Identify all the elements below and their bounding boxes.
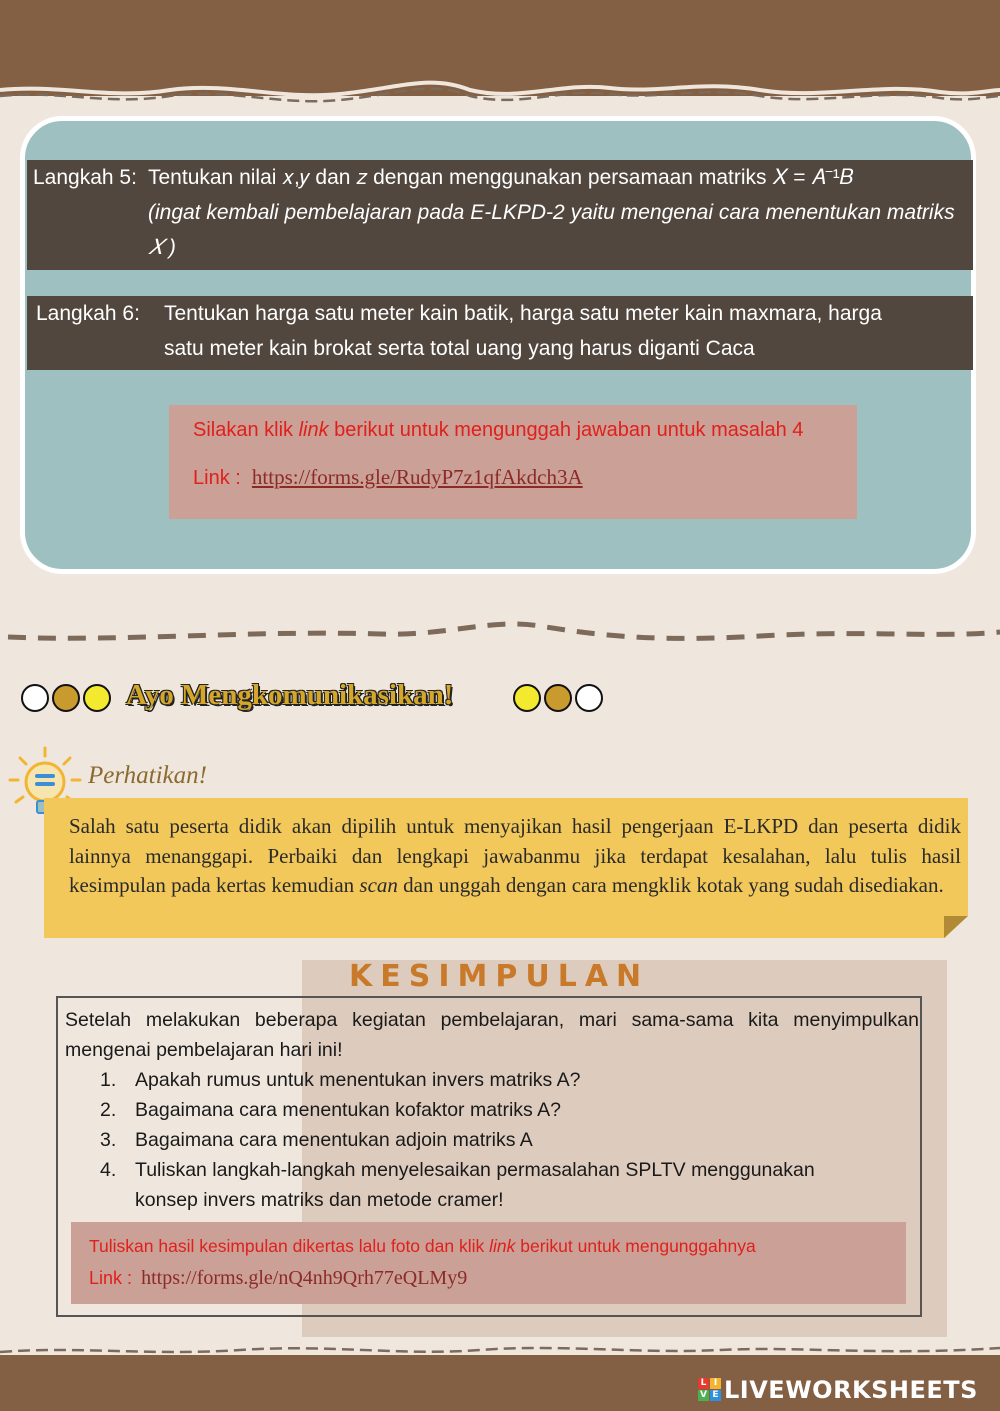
- step-6-text: Tentukan harga satu meter kain batik, harga satu meter kain maxmara, harga satu meter kain brokat serta total uang yang harus diganti Caca: [164, 302, 882, 360]
- logo-letter: L: [698, 1378, 709, 1389]
- decor-circle: [52, 684, 80, 712]
- decor-circle: [544, 684, 572, 712]
- step-5-note: (ingat kembali pembelajaran pada E-LKPD-2 yaitu mengenai cara menentukan matriks 𝑋 ): [148, 201, 955, 259]
- attention-text-part-1: Salah satu peserta didik akan dipilih untuk menyajikan hasil pengerjaan E-LKPD dan peserta didik lainnya menanggapi. Perbaiki dan lengkapi jawabanmu jika terdapat kesalahan, lalu tulis hasil kesimpulan pada kertas kemudian: [69, 814, 961, 897]
- question-text: Tuliskan langkah-langkah menyelesaikan permasalahan SPLTV menggunakan konsep invers matriks dan metode cramer!: [135, 1159, 815, 1211]
- attention-text-part-2: dan unggah dengan cara mengklik kotak yang sudah disediakan.: [397, 873, 944, 897]
- attention-text-italic: scan: [359, 873, 398, 897]
- question-text: Bagaimana cara menentukan kofaktor matriks A?: [135, 1099, 561, 1121]
- conclusion-link-row: [89, 1267, 467, 1290]
- conclusion-question-item: [100, 1065, 860, 1095]
- step-5-text: Tentukan nilai 𝑥,𝑦 dan 𝑧 dengan menggunakan persamaan matriks 𝑋 = 𝐴⁻¹𝐵: [148, 166, 854, 189]
- link-label: Link :: [89, 1268, 133, 1288]
- upload-link-problem-4[interactable]: https://forms.gle/RudyP7z1qfAkdch3A: [251, 465, 583, 489]
- liveworksheets-logo-icon: [698, 1378, 721, 1401]
- decor-circle: [513, 684, 541, 712]
- section-divider: [0, 612, 1000, 652]
- logo-letter: V: [698, 1390, 709, 1401]
- attention-heading: Perhatikan!: [88, 762, 207, 789]
- note-folded-corner: [944, 916, 968, 938]
- liveworksheets-brand[interactable]: LIVEWORKSHEETS: [724, 1376, 978, 1404]
- conclusion-upload-text: Tuliskan hasil kesimpulan dikertas lalu foto dan klik: [89, 1236, 490, 1256]
- question-text: Apakah rumus untuk menentukan invers matriks A?: [135, 1069, 581, 1091]
- upload-instruction-italic: link: [298, 419, 329, 441]
- step-6-label: Langkah 6:: [36, 302, 140, 325]
- question-number: 2.: [100, 1099, 117, 1121]
- step-5-bar: [27, 160, 973, 270]
- conclusion-title: KESIMPULAN: [349, 959, 650, 994]
- logo-letter: I: [710, 1378, 721, 1389]
- upload-instruction-text: Silakan klik: [193, 419, 299, 441]
- question-number: 4.: [100, 1159, 117, 1181]
- decor-circle: [83, 684, 111, 712]
- conclusion-upload-text-end: berikut untuk mengunggahnya: [515, 1236, 756, 1256]
- heading-circles-left: [21, 684, 111, 712]
- step-6-bar: [27, 296, 973, 370]
- conclusion-upload-italic: link: [489, 1236, 516, 1256]
- upload-link-row: [193, 465, 583, 490]
- conclusion-intro: Setelah melakukan beberapa kegiatan pembelajaran, mari sama-sama kita menyimpulkan mengenai pembelajaran hari ini!: [65, 1009, 919, 1061]
- decor-circle: [21, 684, 49, 712]
- logo-letter: E: [710, 1390, 721, 1401]
- top-torn-edge: [0, 60, 1000, 110]
- step-5-label: Langkah 5:: [33, 166, 137, 189]
- question-number: 3.: [100, 1129, 117, 1151]
- upload-instruction-text-end: berikut untuk mengunggah jawaban untuk masalah 4: [328, 419, 804, 441]
- heading-circles-right: [513, 684, 603, 712]
- decor-circle: [575, 684, 603, 712]
- section-title: Ayo Mengkomunikasikan!: [126, 679, 454, 711]
- question-number: 1.: [100, 1069, 117, 1091]
- conclusion-question-item: [100, 1125, 860, 1155]
- attention-text: [69, 812, 961, 901]
- conclusion-questions: [100, 1065, 860, 1215]
- conclusion-upload-instruction: [89, 1236, 756, 1257]
- upload-link-conclusion[interactable]: https://forms.gle/nQ4nh9Qrh77eQLMy9: [141, 1267, 468, 1289]
- upload-link-box-conclusion: [71, 1222, 906, 1304]
- conclusion-question-item: [100, 1095, 860, 1125]
- upload-link-box-problem-4: [169, 405, 857, 519]
- question-text: Bagaimana cara menentukan adjoin matriks A: [135, 1129, 533, 1151]
- conclusion-question-item: [100, 1155, 860, 1215]
- link-label: Link :: [193, 467, 241, 489]
- upload-instruction: [193, 419, 803, 442]
